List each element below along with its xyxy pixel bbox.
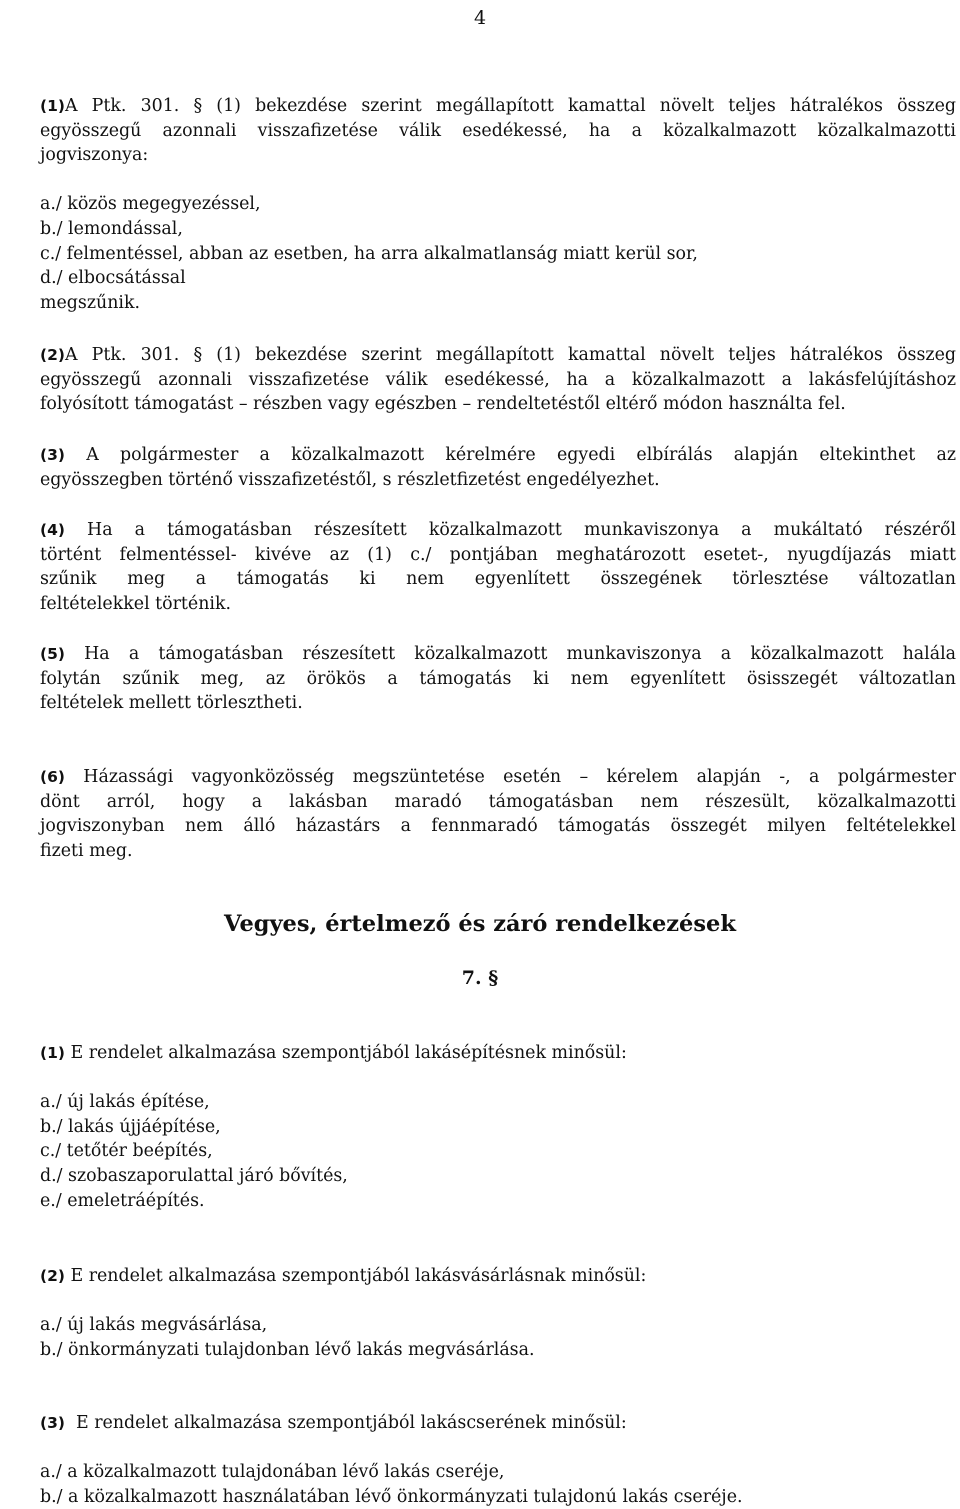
paragraph-1-line: jogviszonya: [40, 145, 149, 166]
section-7-paragraph-3-number: (3) [40, 1414, 65, 1432]
list-item: a./ új lakás megvásárlása, [40, 1315, 268, 1336]
paragraph-3-line: (3) A polgármester a közalkalmazott kérelmére egyedi elbírálás alapján eltekinthet az [40, 445, 956, 465]
section-heading: Vegyes, értelmező és záró rendelkezések [224, 911, 736, 937]
section-7-paragraph-1-line: (1) E rendelet alkalmazása szempontjából lakásépítésnek minősül: [40, 1043, 627, 1063]
paragraph-1-line: egyösszegű azonnali visszafizetése válik esedékessé, ha a közalkalmazott közalkalmazotti [40, 120, 956, 141]
paragraph-5-line: feltételek mellett törlesztheti. [40, 693, 303, 714]
section-7-paragraph-1 [40, 1041, 956, 1213]
paragraph-6-line: fizeti meg. [40, 840, 133, 861]
section-7-paragraph-2-number: (2) [40, 1267, 65, 1285]
paragraph-1 [40, 94, 956, 315]
paragraph-3-line: egyösszegben történő visszafizetéstől, s részletfizetést engedélyezhet. [40, 469, 660, 490]
paragraph-3 [40, 443, 956, 492]
paragraph-4-line: feltételekkel történik. [40, 593, 232, 614]
section-7-paragraph-3 [40, 1411, 956, 1509]
section-7-paragraph-2-line: (2) E rendelet alkalmazása szempontjából lakásvásárlásnak minősül: [40, 1266, 647, 1286]
list-item: d./ elbocsátással [40, 268, 186, 289]
paragraph-2-line: folyósított támogatást – részben vagy egészben – rendeltetéstől eltérő módon használta fel. [40, 394, 846, 415]
paragraph-5-line: (5) Ha a támogatásban részesített közalkalmazott munkaviszonya a közalkalmazott halála [40, 644, 956, 664]
paragraph-6-line: jogviszonyban nem álló házastárs a fennmaradó támogatás összegét milyen feltételekkel [40, 816, 956, 837]
paragraph-4-line: szűnik meg a támogatás ki nem egyenlített összegének törlesztése változatlan [40, 569, 956, 590]
paragraph-6-line: (6) Házassági vagyonközösség megszüntetése esetén – kérelem alapján -, a polgármester [40, 767, 956, 787]
paragraph-4-line: (4) Ha a támogatásban részesített közalkalmazott munkaviszonya a mukáltató részéről [40, 520, 957, 540]
paragraph-5 [40, 642, 956, 716]
list-item: c./ tetőtér beépítés, [40, 1141, 213, 1162]
section-number: 7. § [461, 967, 499, 989]
section-7-paragraph-3-line: (3) E rendelet alkalmazása szempontjából lakáscserének minősül: [40, 1413, 627, 1433]
list-item: e./ emeletráépítés. [40, 1190, 205, 1211]
paragraph-2-line: egyösszegű azonnali visszafizetése válik esedékessé, ha a közalkalmazott a lakásfelújításhoz [40, 369, 956, 390]
paragraph-3-number: (3) [40, 446, 65, 464]
page-number: 4 [473, 7, 487, 29]
list-item: a./ a közalkalmazott tulajdonában lévő lakás cseréje, [40, 1462, 505, 1483]
paragraph-5-line: folytán szűnik meg, az örökös a támogatás ki nem egyenlített ösisszegét változatlan [40, 668, 956, 689]
list-item: b./ önkormányzati tulajdonban lévő lakás megvásárlása. [40, 1339, 535, 1360]
paragraph-5-number: (5) [40, 645, 65, 663]
paragraph-4 [40, 518, 956, 616]
paragraph-6-line: dönt arról, hogy a lakásban maradó támogatásban nem részesült, közalkalmazotti [40, 791, 956, 812]
list-item: c./ felmentéssel, abban az esetben, ha arra alkalmatlanság miatt kerül sor, [40, 243, 698, 264]
list-item: a./ új lakás építése, [40, 1092, 210, 1113]
list-item: d./ szobaszaporulattal járó bővítés, [40, 1165, 348, 1186]
section-7-paragraph-2 [40, 1264, 956, 1362]
paragraph-4-number: (4) [40, 521, 65, 539]
paragraph-2 [40, 343, 956, 417]
paragraph-2-number: (2) [40, 346, 65, 364]
paragraph-6 [40, 765, 956, 863]
paragraph-1-tail: megszűnik. [40, 292, 141, 313]
section-7-paragraph-1-number: (1) [40, 1044, 65, 1062]
list-item: b./ a közalkalmazott használatában lévő önkormányzati tulajdonú lakás cseréje. [40, 1486, 743, 1507]
paragraph-6-number: (6) [40, 768, 65, 786]
list-item: b./ lemondással, [40, 218, 183, 239]
paragraph-1-number: (1) [40, 97, 65, 115]
paragraph-4-line: történt felmentéssel- kivéve az (1) c./ pontjában meghatározott esetet-, nyugdíjazás miatt [40, 544, 956, 565]
paragraph-2-line: (2)A Ptk. 301. § (1) bekezdése szerint megállapított kamattal növelt teljes hátralékos összeg [40, 345, 956, 365]
paragraph-1-line: (1)A Ptk. 301. § (1) bekezdése szerint megállapított kamattal növelt teljes hátralékos összeg [40, 96, 956, 116]
list-item: b./ lakás újjáépítése, [40, 1116, 221, 1137]
list-item: a./ közös megegyezéssel, [40, 194, 261, 215]
